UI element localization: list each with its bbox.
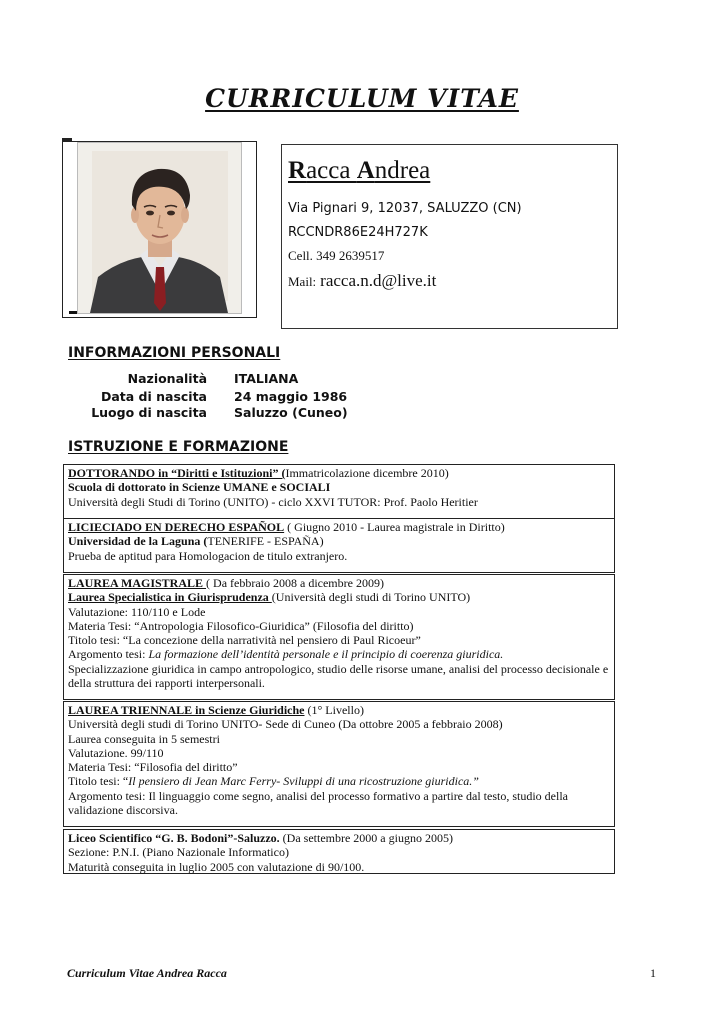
education-entry-doctorate bbox=[63, 464, 615, 519]
info-value-birthplace: Saluzzo (Cuneo) bbox=[234, 405, 348, 420]
page-number: 1 bbox=[650, 966, 656, 980]
section-heading-education: ISTRUZIONE E FORMAZIONE bbox=[68, 439, 289, 455]
education-entry-triennale bbox=[63, 701, 615, 827]
magistrale-arg-label: Argomento tesi: bbox=[68, 647, 149, 662]
photo-frame-tab bbox=[62, 138, 72, 141]
doctorate-date: Immatricolazione dicembre 2010) bbox=[285, 466, 449, 480]
licenciado-date: ( Giugno 2010 - Laurea magistrale in Diritto) bbox=[284, 520, 505, 534]
licenciado-note: Prueba de aptitud para Homologacion de titulo extranjero. bbox=[68, 548, 348, 563]
document-title: CURRICULUM VITAE bbox=[205, 84, 519, 113]
magistrale-title: LAUREA MAGISTRALE bbox=[68, 576, 207, 590]
doctorate-university: Università degli Studi di Torino (UNITO) - ciclo XXVI TUTOR: Prof. Paolo Heritier bbox=[68, 494, 478, 509]
info-label-birthplace: Luogo di nascita bbox=[91, 405, 207, 420]
liceo-grade: Maturità conseguita in luglio 2005 con valutazione di 90/100. bbox=[68, 859, 365, 874]
mail-label: Mail: bbox=[288, 274, 317, 289]
tax-code: RCCNDR86E24H727K bbox=[288, 225, 428, 240]
triennale-level: (1° Livello) bbox=[304, 703, 364, 717]
photo-anchor-mark bbox=[69, 311, 77, 314]
licenciado-university: Universidad de la Laguna ( bbox=[68, 534, 208, 549]
doctorate-school: Scuola di dottorato in Scienze UMANE e SOCIALI bbox=[68, 480, 331, 495]
portrait-illustration bbox=[78, 143, 241, 313]
cell-phone: Cell. 349 2639517 bbox=[288, 248, 385, 263]
magistrale-specialization: Specializzazione giuridica in campo antropologico, studio delle risorse umane, analisi del processo decisionale e della struttura dei rapporti interpersonali. bbox=[68, 661, 609, 691]
triennale-university: Università degli studi di Torino UNITO- Sede di Cuneo (Da ottobre 2005 a febbraio 2008) bbox=[68, 717, 503, 732]
footer-title: Curriculum Vitae Andrea Racca bbox=[67, 966, 227, 980]
magistrale-thesis: Titolo tesi: “La concezione della narratività nel pensiero di Paul Ricoeur” bbox=[68, 633, 421, 648]
licenciado-location: TENERIFE - ESPAÑA) bbox=[207, 534, 324, 549]
education-entry-licenciado bbox=[63, 518, 615, 573]
education-entry-liceo bbox=[63, 829, 615, 874]
triennale-thesis-label: Titolo tesi: “ bbox=[68, 774, 129, 789]
info-label-birthdate: Data di nascita bbox=[100, 389, 207, 404]
magistrale-date: ( Da febbraio 2008 a dicembre 2009) bbox=[206, 576, 384, 590]
info-value-birthdate: 24 maggio 1986 bbox=[234, 389, 348, 404]
mail-line bbox=[288, 271, 436, 291]
info-label-nationality: Nazionalità bbox=[127, 371, 207, 386]
magistrale-arg-text: La formazione dell’identità personale e il principio di coerenza giuridica. bbox=[148, 647, 504, 662]
surname-rest: acca bbox=[306, 157, 357, 184]
section-heading-personal: INFORMAZIONI PERSONALI bbox=[68, 345, 281, 361]
name-initial: A bbox=[356, 157, 375, 184]
address: Via Pignari 9, 12037, SALUZZO (CN) bbox=[288, 201, 522, 216]
magistrale-university: (Università degli studi di Torino UNITO) bbox=[271, 590, 471, 605]
full-name bbox=[288, 157, 430, 185]
triennale-grade: Valutazione. 99/110 bbox=[68, 745, 164, 760]
name-rest: ndrea bbox=[374, 157, 431, 184]
magistrale-grade: Valutazione: 110/110 e Lode bbox=[68, 604, 206, 619]
triennale-duration: Laurea conseguita in 5 semestri bbox=[68, 731, 220, 746]
magistrale-subject: Materia Tesi: “Antropologia Filosofico-Giuridica” (Filosofia del diritto) bbox=[68, 618, 414, 633]
magistrale-spec: Laurea Specialistica in Giurisprudenza bbox=[68, 590, 272, 605]
education-entry-magistrale bbox=[63, 574, 615, 700]
liceo-section: Sezione: P.N.I. (Piano Nazionale Informatico) bbox=[68, 845, 289, 860]
portrait-photo bbox=[77, 142, 242, 314]
triennale-thesis-text: Il pensiero di Jean Marc Ferry- Sviluppi di una ricostruzione giuridica.” bbox=[128, 774, 479, 789]
email-address[interactable]: racca.n.d@live.it bbox=[320, 271, 437, 290]
triennale-argument: Argomento tesi: Il linguaggio come segno, analisi del processo formativo a partire dal testo, studio della validazione discorsiva. bbox=[68, 788, 568, 818]
triennale-subject: Materia Tesi: “Filosofia del diritto” bbox=[68, 760, 238, 775]
info-value-nationality: ITALIANA bbox=[234, 371, 299, 386]
licenciado-title: LICIECIADO EN DERECHO ESPAÑOL bbox=[68, 520, 285, 534]
surname-initial: R bbox=[288, 157, 307, 184]
liceo-date: (Da settembre 2000 a giugno 2005) bbox=[279, 831, 453, 845]
doctorate-title: DOTTORANDO in “Diritti e Istituzioni” ( bbox=[68, 466, 286, 480]
triennale-title: LAUREA TRIENNALE in Scienze Giuridiche bbox=[68, 703, 305, 717]
liceo-title: Liceo Scientifico “G. B. Bodoni”-Saluzzo. bbox=[68, 831, 280, 845]
